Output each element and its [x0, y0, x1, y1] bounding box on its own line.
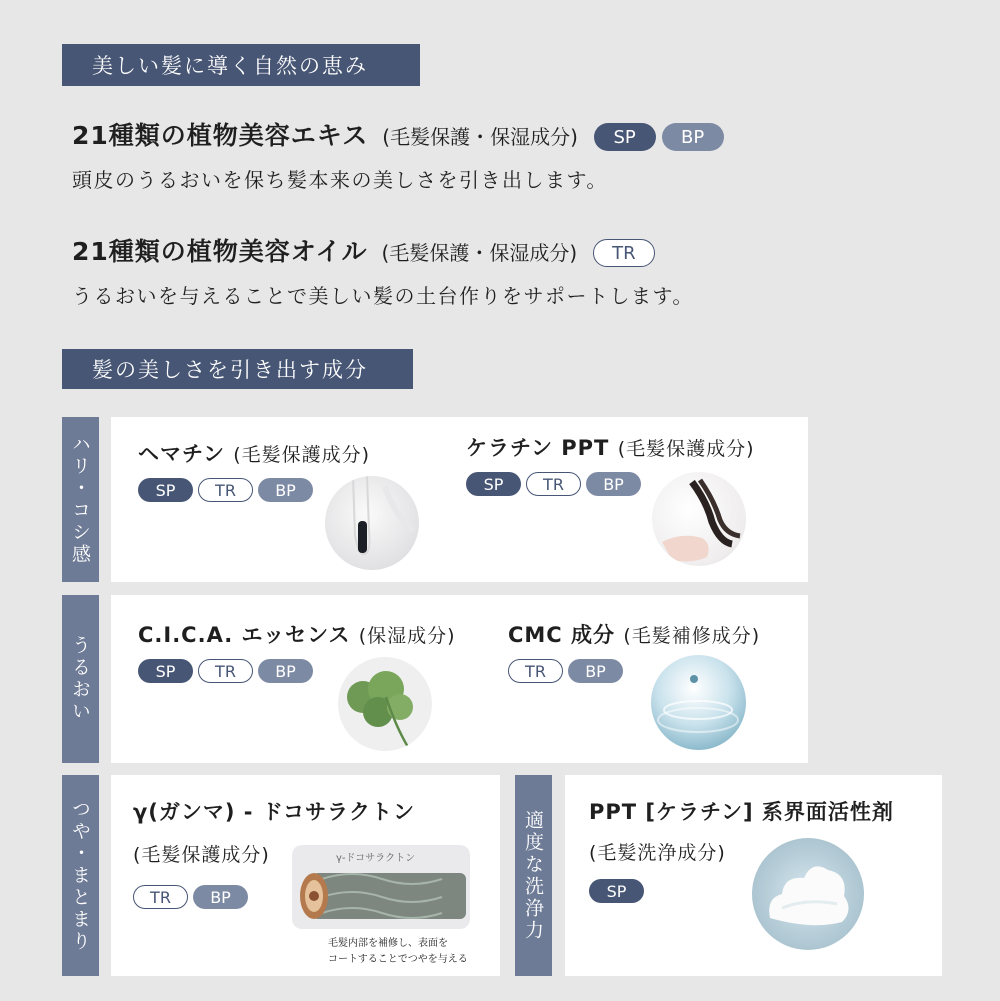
category-label-hari-text: ハリ・コシ感: [69, 433, 91, 566]
extract-title: 21種類の植物美容エキス: [72, 121, 369, 150]
item-gamma-sub: (毛髪保護成分): [133, 844, 270, 866]
category-label-tekido-text: 適度な洗浄力: [522, 809, 544, 942]
item-ppt-sub: (毛髪洗浄成分): [589, 842, 726, 864]
gamma-diagram: [292, 845, 470, 929]
oil-title: 21種類の植物美容オイル: [72, 237, 368, 266]
gamma-diagram-label: γ-ドコサラクトン: [336, 853, 416, 864]
badge-tr: TR: [133, 885, 188, 909]
category-label-tekido: [515, 775, 552, 976]
oil-desc: うるおいを与えることで美しい髪の土台作りをサポートします。: [72, 284, 694, 308]
oil-note: (毛髪保護・保湿成分): [381, 241, 578, 265]
foam-image: [752, 838, 864, 950]
badge-tr: TR: [198, 659, 253, 683]
extract-note: (毛髪保護・保湿成分): [382, 125, 578, 149]
badge-tr: TR: [508, 659, 563, 683]
item-cica-sub: (保湿成分): [358, 625, 456, 647]
section-header-natural-text: 美しい髪に導く自然の恵み: [92, 54, 368, 78]
item-hematin-name: ヘマチン: [138, 442, 225, 466]
item-hematin-sub: (毛髪保護成分): [233, 444, 371, 466]
category-label-uruoi: [62, 595, 99, 763]
item-cmc-sub: (毛髪補修成分): [623, 625, 761, 647]
badge-bp: BP: [662, 123, 724, 151]
badge-bp: BP: [568, 659, 623, 683]
badge-sp: SP: [466, 472, 521, 496]
item-keratin-name: ケラチン PPT: [466, 436, 610, 460]
badge-bp: BP: [258, 478, 313, 502]
category-label-hari: [62, 417, 99, 582]
gamma-caption: [328, 936, 468, 968]
badge-sp: SP: [138, 478, 193, 502]
badge-sp: SP: [138, 659, 193, 683]
extract-title-row: [72, 116, 724, 152]
oil-badges: [593, 239, 655, 267]
badge-bp: BP: [193, 885, 248, 909]
keratin-image: [652, 472, 746, 566]
oil-title-row: [72, 232, 655, 268]
cmc-water-image: [651, 655, 746, 750]
badge-tr: TR: [198, 478, 253, 502]
item-ppt-name: PPT [ケラチン] 系界面活性剤: [589, 800, 894, 824]
category-label-tsuya: [62, 775, 99, 976]
item-cmc-name: CMC 成分: [508, 623, 616, 647]
section-header-ingredients: [62, 349, 413, 389]
badge-bp: BP: [258, 659, 313, 683]
section-header-ingredients-text: 髪の美しさを引き出す成分: [92, 358, 368, 382]
item-gamma-name: γ(ガンマ) - ドコサラクトン: [133, 800, 415, 824]
gamma-caption-line1: 毛髪内部を補修し、表面を: [328, 938, 448, 949]
extract-badges: [594, 123, 724, 151]
badge-sp: SP: [594, 123, 656, 151]
hematin-image: [325, 476, 419, 570]
badge-sp: SP: [589, 879, 644, 903]
category-label-tsuya-text: つや・まとまり: [69, 798, 91, 953]
badge-tr: TR: [593, 239, 655, 267]
badge-bp: BP: [586, 472, 641, 496]
cica-leaf-image: [338, 657, 432, 751]
item-cica-name: C.I.C.A. エッセンス: [138, 623, 351, 647]
gamma-caption-line2: コートすることでつやを与える: [328, 954, 468, 965]
extract-desc: 頭皮のうるおいを保ち髪本来の美しさを引き出します。: [72, 168, 608, 192]
section-header-natural: [62, 44, 420, 86]
badge-tr: TR: [526, 472, 581, 496]
category-label-uruoi-text: うるおい: [69, 635, 91, 723]
item-keratin-sub: (毛髪保護成分): [617, 438, 755, 460]
